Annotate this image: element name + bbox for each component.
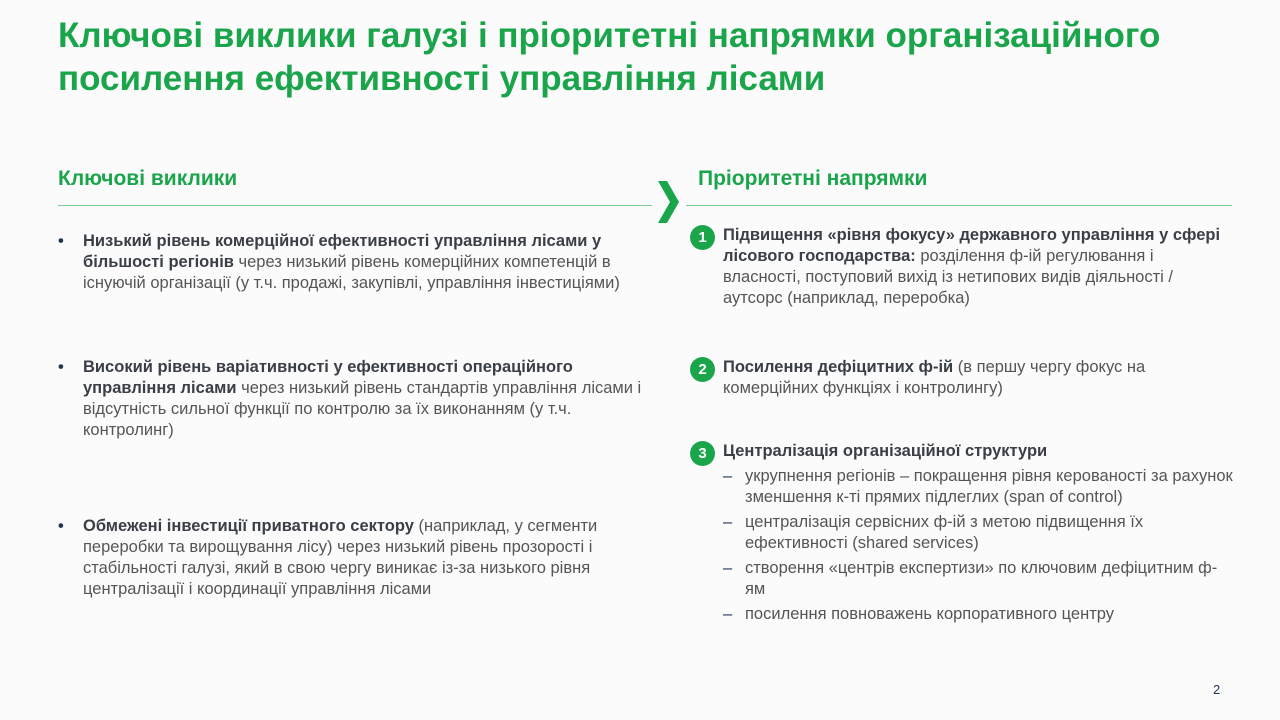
priorities-divider xyxy=(686,205,1232,206)
page-title: Ключові виклики галузі і пріоритетні напрямки організаційного посилення ефективності управління лісами xyxy=(58,16,1161,98)
number-badge: 2 xyxy=(690,357,715,382)
challenges-heading: Ключові виклики xyxy=(58,167,238,190)
number-badge: 3 xyxy=(690,441,715,466)
bullet-icon: • xyxy=(58,517,64,535)
priorities-heading: Пріоритетні напрямки xyxy=(698,167,928,190)
priority-item-3: 3 Централізація організаційної структури – укрупнення регіонів – покращення рівня керованості за рахунок зменшення к-ті прямих підлеглих (span of control) – централізація сервісних ф-ій з метою підвищення їх ефективності (shared services) – створення «центрів експертизи» по ключовим дефіцитним ф-ям – посилення повноважень корпоративного центру xyxy=(690,441,1235,629)
dash-icon: – xyxy=(723,559,733,577)
sub-item: – централізація сервісних ф-ій з метою підвищення їх ефективності (shared services) xyxy=(723,513,1144,552)
sub-item: – посилення повноважень корпоративного центру xyxy=(723,605,1115,623)
page-number: 2 xyxy=(1213,682,1221,697)
dash-icon: – xyxy=(723,467,733,485)
priority-item-1: 1 Підвищення «рівня фокусу» державного управління у сфері лісового господарства: розділення ф-ій регулювання і власності, поступовий вихід із нетипових видів діяльності / аутсорс (наприклад, переробка) xyxy=(690,225,1235,309)
challenge-item-3: • Обмежені інвестиції приватного сектору (наприклад, у сегменти переробки та вирощування лісу) через низький рівень прозорості і стабільності галузі, який в свою чергу виникає із-за низького рівня централізації і координації управління лісами xyxy=(58,517,598,598)
priority-item-2: 2 Посилення дефіцитних ф-ій (в першу чергу фокус на комерційних функціях і контролингу) xyxy=(690,357,1235,399)
challenge-item-1: • Низький рівень комерційної ефективності управління лісами у більшості регіонів через низький рівень комерційних компетенцій в існуючій організації (у т.ч. продажі, закупівлі, управління інвестиціями) xyxy=(58,232,620,292)
challenges-divider xyxy=(58,205,652,206)
chevron-right-icon xyxy=(655,180,681,224)
dash-icon: – xyxy=(723,605,733,623)
number-badge: 1 xyxy=(690,225,715,250)
priority-3-subitems xyxy=(723,466,1235,625)
sub-item: – укрупнення регіонів – покращення рівня керованості за рахунок зменшення к-ті прямих підлеглих (span of control) xyxy=(723,467,1233,506)
dash-icon: – xyxy=(723,513,733,531)
bullet-icon: • xyxy=(58,232,64,250)
bullet-icon: • xyxy=(58,358,64,376)
challenge-item-2: • Високий рівень варіативності у ефективності операційного управління лісами через низький рівень стандартів управління лісами і відсутність сильної функції по контролю за їх виконанням (у т.ч. контролинг) xyxy=(58,358,642,439)
sub-item: – створення «центрів експертизи» по ключовим дефіцитним ф-ям xyxy=(723,559,1218,598)
